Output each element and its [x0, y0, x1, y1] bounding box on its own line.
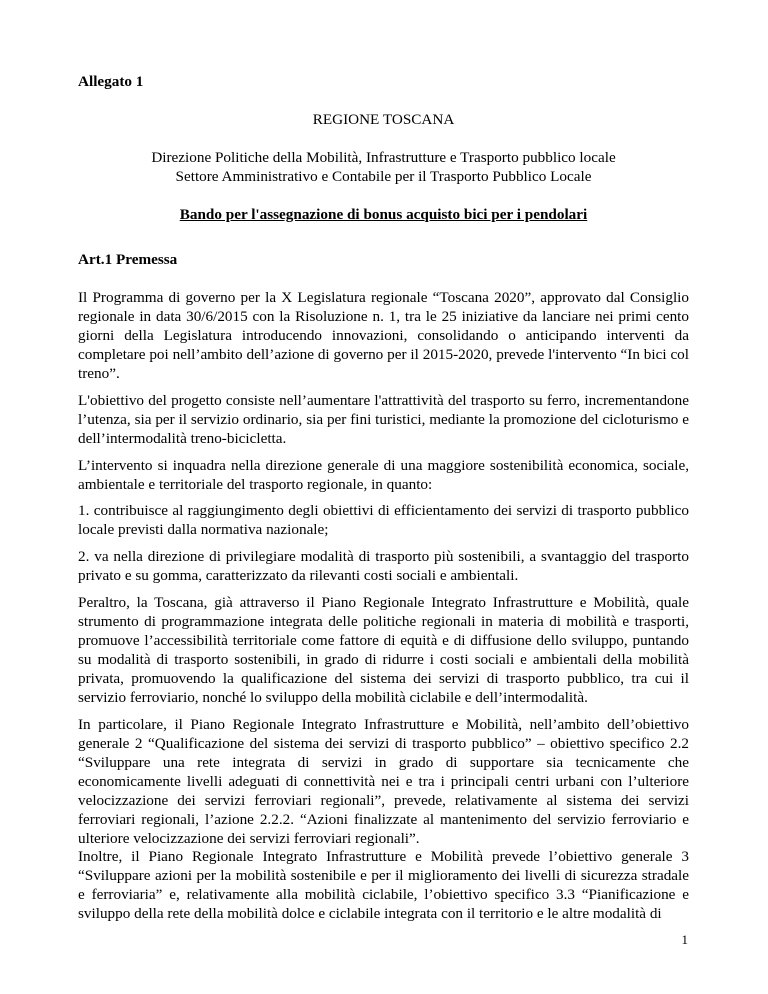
paragraph-1: Il Programma di governo per la X Legislatura regionale “Toscana 2020”, approvato dal Consiglio regionale in data 30/6/2015 con la Risoluzione n. 1, tra le 25 iniziative da lanciare nei primi cento giorni della Legislatura introducendo innovazioni, consolidando o anticipando interventi da completare poi nell’ambito dell’azione di governo per il 2015-2020, prevede l'intervento “In bici col treno”.: [78, 289, 689, 382]
paragraph-4: 1. contribuisce al raggiungimento degli obiettivi di efficientamento dei servizi di trasporto pubblico locale previsti dalla normativa nazionale;: [78, 502, 689, 538]
article-heading: Art.1 Premessa: [78, 251, 178, 268]
sector-line: Settore Amministrativo e Contabile per il Trasporto Pubblico Locale: [175, 168, 592, 185]
paragraph-8: Inoltre, il Piano Regionale Integrato Infrastrutture e Mobilità prevede l’obiettivo generale 3 “Sviluppare azioni per la mobilità sostenibile e per il miglioramento dei livelli di sicurezza stradale e ferroviaria” e, relativamente alla mobilità ciclabile, l’obiettivo specifico 3.3 “Pianificazione e sviluppo della rete della mobilità dolce e ciclabile integrata con il territorio e le altre modalità di: [78, 848, 689, 922]
paragraph-2: L'obiettivo del progetto consiste nell’aumentare l'attrattività del trasporto su ferro, incrementandone l’utenza, sia per il servizio ordinario, sia per fini turistici, mediante la promozione del cicloturismo e dell’intermodalità treno-bicicletta.: [78, 392, 689, 447]
paragraph-5: 2. va nella direzione di privilegiare modalità di trasporto più sostenibili, a svantaggio del trasporto privato e su gomma, caratterizzato da rilevanti costi sociali e ambientali.: [78, 548, 689, 584]
bando-title: Bando per l'assegnazione di bonus acquisto bici per i pendolari: [179, 206, 588, 223]
paragraph-7: In particolare, il Piano Regionale Integrato Infrastrutture e Mobilità, nell’ambito dell’obiettivo generale 2 “Qualificazione del sistema dei servizi di trasporto pubblico” – obiettivo specifico 2.2 “Sviluppare una rete integrata di servizi in grado di supportare sia tecnicamente che economicamente livelli adeguati di connettività nei e tra i principali centri urbani con l’ulteriore velocizzazione dei servizi ferroviari regionali”, prevede, relativamente al sistema dei servizi ferroviari regionali, l’azione 2.2.2. “Azioni finalizzate al mantenimento del servizio ferroviario e ulteriore velocizzazione dei servizi ferroviari regionali”.: [78, 716, 689, 847]
paragraph-3: L’intervento si inquadra nella direzione generale di una maggiore sostenibilità economica, sociale, ambientale e territoriale del trasporto regionale, in quanto:: [78, 457, 689, 493]
directorate-line: Direzione Politiche della Mobilità, Infrastrutture e Trasporto pubblico locale: [151, 149, 616, 166]
attachment-label: Allegato 1: [78, 73, 144, 90]
region-title: REGIONE TOSCANA: [312, 111, 455, 128]
page-number: 1: [681, 932, 688, 947]
paragraph-6: Peraltro, la Toscana, già attraverso il Piano Regionale Integrato Infrastrutture e Mobilità, quale strumento di programmazione integrata delle politiche regionali in materia di mobilità e trasporti, promuove l’accessibilità territoriale come fattore di equità e di diffusione dello sviluppo, puntando su modalità di trasporto sostenibili, in grado di ridurre i costi sociali e ambientali della mobilità privata, promuovendo la qualificazione del sistema dei servizi di trasporto pubblico, tra cui il servizio ferroviario, nonché lo sviluppo della mobilità ciclabile e dell’intermodalità.: [78, 594, 689, 706]
